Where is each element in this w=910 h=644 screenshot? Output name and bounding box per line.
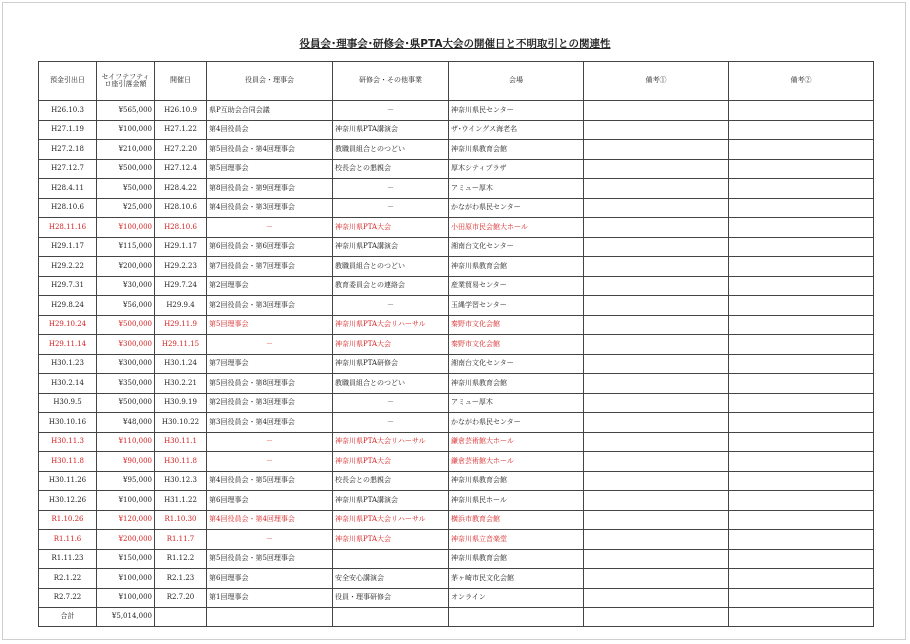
cell-note xyxy=(584,218,729,238)
table-row xyxy=(39,588,874,608)
cell-note xyxy=(729,452,874,472)
cell-amount: ¥95,000 xyxy=(97,471,155,491)
cell-note xyxy=(729,354,874,374)
cell-meeting: 第7回役員会・第7回理事会 xyxy=(207,257,333,277)
cell-event-date: R2.7.20 xyxy=(155,588,207,608)
cell-venue: 神奈川県立音楽堂 xyxy=(449,530,584,550)
cell-venue: 茅ヶ崎市民文化会館 xyxy=(449,569,584,589)
cell-meeting: 第5回役員会・第5回理事会 xyxy=(207,549,333,569)
cell-meeting: 第1回理事会 xyxy=(207,588,333,608)
cell-training: 安全安心講演会 xyxy=(333,569,449,589)
cell-event-date: R1.11.7 xyxy=(155,530,207,550)
cell-note xyxy=(729,393,874,413)
cell-amount: ¥100,000 xyxy=(97,569,155,589)
cell-withdraw-date: H30.11.26 xyxy=(39,471,97,491)
cell-note xyxy=(729,198,874,218)
cell-meeting: 第3回役員会・第4回理事会 xyxy=(207,413,333,433)
cell-note xyxy=(729,120,874,140)
total-row xyxy=(39,608,874,627)
cell-amount: ¥30,000 xyxy=(97,276,155,296)
table-row xyxy=(39,140,874,160)
cell-note xyxy=(729,530,874,550)
cell-note xyxy=(584,569,729,589)
cell-meeting: 第6回役員会・第6回理事会 xyxy=(207,237,333,257)
cell-meeting: 第4回役員会・第5回理事会 xyxy=(207,471,333,491)
cell-venue: かながわ県民センター xyxy=(449,413,584,433)
cell-note xyxy=(729,140,874,160)
cell-note xyxy=(729,296,874,316)
cell-note xyxy=(584,159,729,179)
table-cell xyxy=(207,608,333,627)
cell-venue: アミュー厚木 xyxy=(449,393,584,413)
cell-training: 神奈川県PTA大会 xyxy=(333,452,449,472)
cell-amount: ¥150,000 xyxy=(97,549,155,569)
cell-withdraw-date: R1.11.23 xyxy=(39,549,97,569)
cell-venue: 神奈川県教育会館 xyxy=(449,257,584,277)
cell-note xyxy=(729,335,874,355)
cell-training: 神奈川県PTA講演会 xyxy=(333,120,449,140)
cell-withdraw-date: H26.10.3 xyxy=(39,101,97,121)
cell-amount: ¥200,000 xyxy=(97,257,155,277)
cell-event-date: H28.10.6 xyxy=(155,198,207,218)
cell-note xyxy=(584,140,729,160)
cell-training: 神奈川県PTA講演会 xyxy=(333,237,449,257)
cell-amount: ¥565,000 xyxy=(97,101,155,121)
cell-training: 神奈川県PTA講演会 xyxy=(333,491,449,511)
cell-note xyxy=(729,471,874,491)
cell-training: － xyxy=(333,198,449,218)
cell-amount: ¥200,000 xyxy=(97,530,155,550)
cell-event-date: H27.12.4 xyxy=(155,159,207,179)
col-header: 預金引出日 xyxy=(39,62,97,101)
cell-note xyxy=(584,354,729,374)
cell-venue: 鎌倉芸術館大ホール xyxy=(449,452,584,472)
table-row xyxy=(39,452,874,472)
cell-note xyxy=(584,296,729,316)
cell-meeting: － xyxy=(207,530,333,550)
cell-amount: ¥56,000 xyxy=(97,296,155,316)
cell-event-date: R1.12.2 xyxy=(155,549,207,569)
table-cell xyxy=(584,608,729,627)
cell-withdraw-date: H29.8.24 xyxy=(39,296,97,316)
cell-training: 神奈川県PTA大会 xyxy=(333,335,449,355)
cell-venue: 産業貿易センター xyxy=(449,276,584,296)
cell-event-date: R2.1.23 xyxy=(155,569,207,589)
cell-withdraw-date: R2.7.22 xyxy=(39,588,97,608)
cell-training: 神奈川県PTA大会リハーサル xyxy=(333,432,449,452)
cell-note xyxy=(584,257,729,277)
cell-note xyxy=(584,120,729,140)
cell-withdraw-date: H29.7.31 xyxy=(39,276,97,296)
table-row xyxy=(39,413,874,433)
cell-note xyxy=(584,432,729,452)
cell-withdraw-date: H30.12.26 xyxy=(39,491,97,511)
cell-venue: 小田原市民会館大ホール xyxy=(449,218,584,238)
cell-training: － xyxy=(333,101,449,121)
cell-amount: ¥115,000 xyxy=(97,237,155,257)
cell-training: 神奈川県PTA大会リハーサル xyxy=(333,315,449,335)
table-row xyxy=(39,374,874,394)
cell-note xyxy=(729,315,874,335)
cell-note xyxy=(584,510,729,530)
table-row xyxy=(39,354,874,374)
cell-training: － xyxy=(333,413,449,433)
cell-venue: 玉縄学習センター xyxy=(449,296,584,316)
cell-meeting: － xyxy=(207,218,333,238)
col-header: セイフテフティロ座引落金額 xyxy=(97,62,155,101)
cell-training: 教職員組合とのつどい xyxy=(333,374,449,394)
header-row xyxy=(39,62,874,101)
cell-amount: ¥350,000 xyxy=(97,374,155,394)
cell-note xyxy=(584,452,729,472)
cell-meeting: 第4回役員会・第4回理事会 xyxy=(207,510,333,530)
cell-event-date: H30.1.24 xyxy=(155,354,207,374)
cell-training: － xyxy=(333,296,449,316)
cell-meeting: 第5回理事会 xyxy=(207,159,333,179)
col-header: 開催日 xyxy=(155,62,207,101)
cell-event-date: H28.4.22 xyxy=(155,179,207,199)
cell-venue: 神奈川県教育会館 xyxy=(449,374,584,394)
cell-withdraw-date: R1.10.26 xyxy=(39,510,97,530)
table-row xyxy=(39,530,874,550)
cell-venue: 神奈川県民センター xyxy=(449,101,584,121)
cell-withdraw-date: H29.10.24 xyxy=(39,315,97,335)
cell-amount: ¥50,000 xyxy=(97,179,155,199)
cell-meeting: 県P互助会合同会議 xyxy=(207,101,333,121)
cell-training: 神奈川県PTA大会 xyxy=(333,218,449,238)
cell-event-date: H30.11.8 xyxy=(155,452,207,472)
cell-training: 校長会との懇親会 xyxy=(333,471,449,491)
cell-note xyxy=(729,491,874,511)
cell-withdraw-date: H30.10.16 xyxy=(39,413,97,433)
cell-withdraw-date: H27.12.7 xyxy=(39,159,97,179)
cell-training xyxy=(333,549,449,569)
cell-note xyxy=(729,101,874,121)
table-row xyxy=(39,257,874,277)
cell-note xyxy=(584,335,729,355)
cell-venue: かながわ県民センター xyxy=(449,198,584,218)
cell-event-date: H28.10.6 xyxy=(155,218,207,238)
cell-note xyxy=(584,315,729,335)
total-amount: ¥5,014,000 xyxy=(97,608,155,627)
cell-note xyxy=(584,413,729,433)
cell-withdraw-date: H30.1.23 xyxy=(39,354,97,374)
cell-note xyxy=(729,413,874,433)
cell-event-date: H26.10.9 xyxy=(155,101,207,121)
table-row xyxy=(39,510,874,530)
cell-withdraw-date: H27.1.19 xyxy=(39,120,97,140)
table-row xyxy=(39,491,874,511)
cell-withdraw-date: H28.4.11 xyxy=(39,179,97,199)
cell-meeting: － xyxy=(207,335,333,355)
cell-note xyxy=(584,276,729,296)
cell-venue: 神奈川県民ホール xyxy=(449,491,584,511)
cell-event-date: H29.1.17 xyxy=(155,237,207,257)
cell-withdraw-date: H30.11.8 xyxy=(39,452,97,472)
cell-amount: ¥500,000 xyxy=(97,315,155,335)
table-cell xyxy=(333,608,449,627)
cell-note xyxy=(729,257,874,277)
cell-training: 校長会との懇親会 xyxy=(333,159,449,179)
cell-note xyxy=(584,530,729,550)
cell-training: 神奈川県PTA大会リハーサル xyxy=(333,510,449,530)
table-row xyxy=(39,432,874,452)
cell-amount: ¥100,000 xyxy=(97,218,155,238)
cell-meeting: 第4回役員会・第3回理事会 xyxy=(207,198,333,218)
table-row xyxy=(39,471,874,491)
cell-meeting: 第2回役員会・第3回理事会 xyxy=(207,296,333,316)
cell-note xyxy=(584,549,729,569)
cell-training: 教職員組合とのつどい xyxy=(333,257,449,277)
cell-note xyxy=(729,276,874,296)
cell-event-date: H27.1.22 xyxy=(155,120,207,140)
cell-note xyxy=(584,198,729,218)
cell-venue: 秦野市文化会館 xyxy=(449,315,584,335)
table-row xyxy=(39,179,874,199)
cell-meeting: 第6回理事会 xyxy=(207,491,333,511)
cell-note xyxy=(729,588,874,608)
table-row xyxy=(39,237,874,257)
cell-training: 神奈川県PTA大会 xyxy=(333,530,449,550)
cell-withdraw-date: H30.11.3 xyxy=(39,432,97,452)
cell-note xyxy=(729,549,874,569)
cell-amount: ¥110,000 xyxy=(97,432,155,452)
cell-withdraw-date: H30.9.5 xyxy=(39,393,97,413)
table-row xyxy=(39,296,874,316)
cell-venue: 神奈川県教育会館 xyxy=(449,471,584,491)
cell-meeting: 第5回役員会・第8回理事会 xyxy=(207,374,333,394)
cell-event-date: H29.11.15 xyxy=(155,335,207,355)
cell-event-date: H30.9.19 xyxy=(155,393,207,413)
cell-event-date: H29.9.4 xyxy=(155,296,207,316)
cell-training: － xyxy=(333,393,449,413)
cell-meeting: 第5回理事会 xyxy=(207,315,333,335)
col-header: 備考① xyxy=(584,62,729,101)
cell-venue: アミュー厚木 xyxy=(449,179,584,199)
cell-event-date: H29.11.9 xyxy=(155,315,207,335)
cell-amount: ¥210,000 xyxy=(97,140,155,160)
table-row xyxy=(39,159,874,179)
cell-venue: 横浜市教育会館 xyxy=(449,510,584,530)
cell-amount: ¥100,000 xyxy=(97,120,155,140)
table-row xyxy=(39,120,874,140)
cell-note xyxy=(729,237,874,257)
cell-venue: 秦野市文化会館 xyxy=(449,335,584,355)
page-title: 役員会･理事会･研修会･県PTA大会の開催日と不明取引との関連性 xyxy=(299,38,611,50)
cell-withdraw-date: H29.2.22 xyxy=(39,257,97,277)
col-header: 会場 xyxy=(449,62,584,101)
col-header: 役員会・理事会 xyxy=(207,62,333,101)
table-row xyxy=(39,276,874,296)
cell-withdraw-date: H28.10.6 xyxy=(39,198,97,218)
cell-event-date: H27.2.20 xyxy=(155,140,207,160)
cell-note xyxy=(584,393,729,413)
cell-amount: ¥500,000 xyxy=(97,393,155,413)
table-row xyxy=(39,315,874,335)
cell-note xyxy=(584,491,729,511)
cell-note xyxy=(584,471,729,491)
table-cell xyxy=(155,608,207,627)
cell-withdraw-date: H29.1.17 xyxy=(39,237,97,257)
cell-venue: 湘南台文化センター xyxy=(449,237,584,257)
cell-event-date: H29.7.24 xyxy=(155,276,207,296)
cell-note xyxy=(584,237,729,257)
cell-withdraw-date: R2.1.22 xyxy=(39,569,97,589)
cell-event-date: H30.12.3 xyxy=(155,471,207,491)
table-row xyxy=(39,393,874,413)
table-row xyxy=(39,549,874,569)
total-label: 合計 xyxy=(39,608,97,627)
cell-venue: 厚木シティプラザ xyxy=(449,159,584,179)
table-row xyxy=(39,569,874,589)
cell-note xyxy=(729,569,874,589)
transactions-table xyxy=(38,61,874,627)
cell-meeting: 第6回理事会 xyxy=(207,569,333,589)
cell-amount: ¥300,000 xyxy=(97,354,155,374)
cell-amount: ¥500,000 xyxy=(97,159,155,179)
cell-note xyxy=(584,101,729,121)
cell-withdraw-date: H27.2.18 xyxy=(39,140,97,160)
cell-note xyxy=(729,159,874,179)
cell-withdraw-date: H28.11.16 xyxy=(39,218,97,238)
cell-withdraw-date: H30.2.14 xyxy=(39,374,97,394)
cell-note xyxy=(729,218,874,238)
cell-training: 役員・理事研修会 xyxy=(333,588,449,608)
cell-note xyxy=(729,374,874,394)
table-row xyxy=(39,335,874,355)
cell-note xyxy=(729,179,874,199)
cell-amount: ¥100,000 xyxy=(97,588,155,608)
cell-event-date: R1.10.30 xyxy=(155,510,207,530)
cell-venue: オンライン xyxy=(449,588,584,608)
cell-training: 教育委員会との連絡会 xyxy=(333,276,449,296)
table-cell xyxy=(449,608,584,627)
cell-meeting: － xyxy=(207,452,333,472)
cell-note xyxy=(584,374,729,394)
cell-venue: 湘南台文化センター xyxy=(449,354,584,374)
cell-amount: ¥300,000 xyxy=(97,335,155,355)
cell-event-date: H30.11.1 xyxy=(155,432,207,452)
cell-amount: ¥120,000 xyxy=(97,510,155,530)
table-row xyxy=(39,218,874,238)
cell-event-date: H30.10.22 xyxy=(155,413,207,433)
cell-event-date: H31.1.22 xyxy=(155,491,207,511)
cell-note xyxy=(584,179,729,199)
cell-meeting: － xyxy=(207,432,333,452)
col-header: 研修会・その他事業 xyxy=(333,62,449,101)
cell-event-date: H30.2.21 xyxy=(155,374,207,394)
cell-note xyxy=(729,432,874,452)
cell-venue: ザ･ウイングス海老名 xyxy=(449,120,584,140)
cell-meeting: 第2回理事会 xyxy=(207,276,333,296)
cell-withdraw-date: R1.11.6 xyxy=(39,530,97,550)
cell-amount: ¥25,000 xyxy=(97,198,155,218)
cell-venue: 鎌倉芸術館大ホール xyxy=(449,432,584,452)
cell-training: 神奈川県PTA研修会 xyxy=(333,354,449,374)
cell-amount: ¥100,000 xyxy=(97,491,155,511)
cell-amount: ¥48,000 xyxy=(97,413,155,433)
table-row xyxy=(39,198,874,218)
cell-meeting: 第7回理事会 xyxy=(207,354,333,374)
cell-meeting: 第5回役員会・第4回理事会 xyxy=(207,140,333,160)
cell-venue: 神奈川県教育会館 xyxy=(449,549,584,569)
table-row xyxy=(39,101,874,121)
cell-training: － xyxy=(333,179,449,199)
cell-venue: 神奈川県教育会館 xyxy=(449,140,584,160)
cell-amount: ¥90,000 xyxy=(97,452,155,472)
cell-note xyxy=(584,588,729,608)
cell-meeting: 第2回役員会・第3回理事会 xyxy=(207,393,333,413)
cell-withdraw-date: H29.11.14 xyxy=(39,335,97,355)
table-cell xyxy=(729,608,874,627)
col-header: 備考② xyxy=(729,62,874,101)
cell-training: 教職員組合とのつどい xyxy=(333,140,449,160)
cell-meeting: 第8回役員会・第9回理事会 xyxy=(207,179,333,199)
cell-event-date: H29.2.23 xyxy=(155,257,207,277)
cell-meeting: 第4回役員会 xyxy=(207,120,333,140)
cell-note xyxy=(729,510,874,530)
